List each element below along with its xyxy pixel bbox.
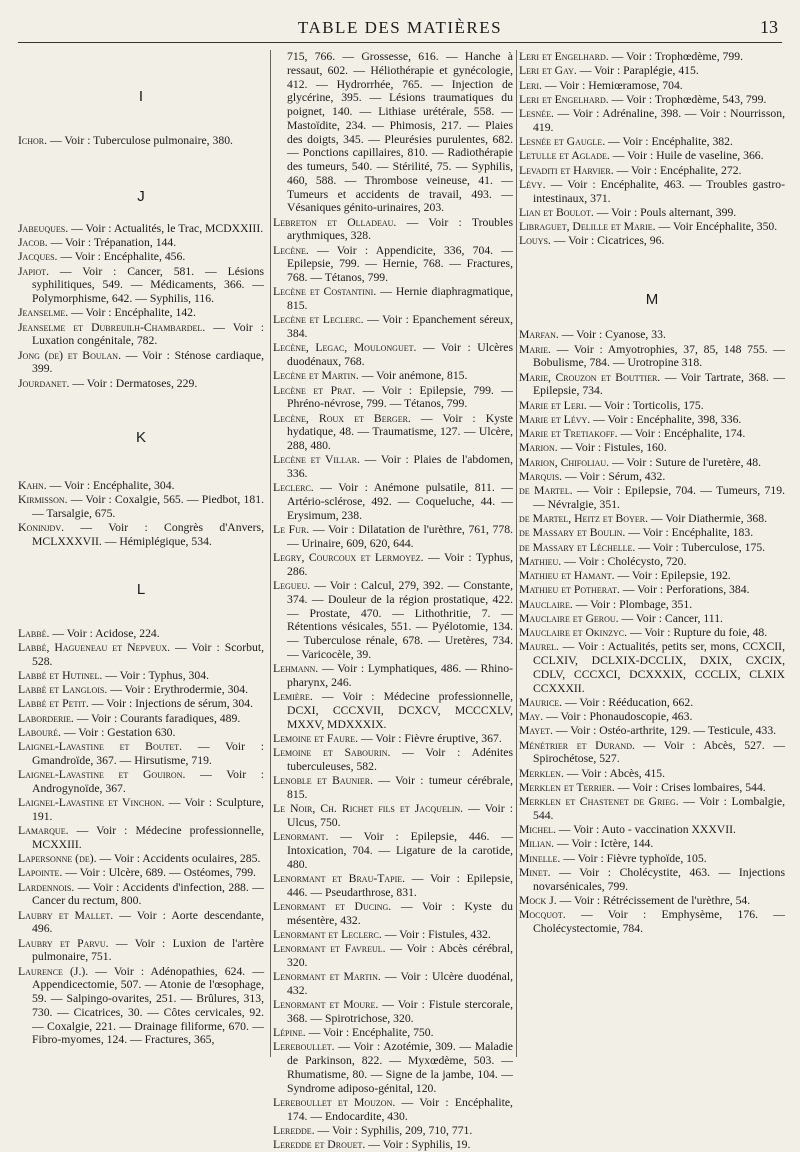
index-entry: Mayet. — Voir : Ostéo-arthrite, 129. — Testicule, 433. — [519, 724, 777, 738]
index-entry: Lecène et Martin. — Voir anémone, 815. — [273, 369, 468, 383]
index-entry: Jeanselme. — Voir : Encéphalite, 142. — [18, 306, 196, 320]
index-entry: Leri et Engelhard. — Voir : Trophœdème, 543, 799. — [519, 92, 767, 106]
index-column-1 — [18, 50, 264, 1057]
index-entry: Minelle. — Voir : Fièvre typhoïde, 105. — [519, 851, 707, 865]
index-entry: Labouré. — Voir : Gestation 630. — [18, 725, 176, 739]
index-entry: Labbé et Hutinel. — Voir : Typhus, 304. — [18, 668, 210, 682]
section-l-final-entries — [519, 50, 785, 248]
index-entry: Mathieu. — Voir : Cholécysto, 720. — [519, 554, 687, 568]
index-entry: Marion, Chifoliau. — Voir : Suture de l'uretère, 48. — [519, 455, 762, 469]
index-entry: Koninjdv. — Voir : Congrès d'Anvers, MCLXXXVII. — Hémiplégique, 534. — [18, 520, 264, 548]
index-entry: Laurence (J.). — Voir : Adénopathies, 624. — Appendicectomie, 507. — Atonie de l'œsophage, 59. — Salpingo-ovarites, 251. — Brûlures, 313, 730. — Cicatrices, 30. — Côtes cervicales, 92. — Coxalgie, 221. — Drainage filiforme, 670. — Fibro-myomes, 124. — Fractures, 365, — [18, 964, 265, 1047]
index-entry: Leri et Engelhard. — Voir : Trophœdème, 799. — [519, 50, 744, 63]
index-entry: Jacob. — Voir : Trépanation, 144. — [18, 236, 177, 249]
index-entry: Michel. — Voir : Auto - vaccination XXXVII. — [519, 823, 736, 836]
index-entry: Lecène. — Voir : Appendicite, 336, 704. — Epilepsie, 799. — Hernie, 768. — Fractures, 768. — Tétanos, 799. — [273, 243, 513, 284]
index-entry: Lemoine et Sabourin. — Voir : Adénites tuberculeuses, 582. — [273, 746, 513, 773]
section-letter-i: I — [138, 88, 144, 105]
index-entry: Marquis. — Voir : Sérum, 432. — [519, 469, 666, 483]
index-entry: Le Noir, Ch. Richet fils et Jacquelin. — Voir : Ulcus, 750. — [273, 802, 513, 829]
index-entry: Maurice. — Voir : Rééducation, 662. — [519, 695, 694, 709]
index-entry: Lesnée. — Voir : Adrénaline, 398. — Voir : Nourrisson, 419. — [519, 107, 785, 134]
index-entry: Leredde. — Voir : Syphilis, 209, 710, 771. — [273, 1123, 473, 1137]
index-entry: Lecène et Costantini. — Hernie diaphragmatique, 815. — [273, 285, 513, 312]
index-entry: Lenormant. — Voir : Epilepsie, 446. — Intoxication, 704. — Ligature de la carotide, 480. — [273, 830, 513, 871]
index-entry: Lenormant et Ducing. — Voir : Kyste du mésentère, 432. — [273, 899, 513, 927]
index-entry: Lecène et Leclerc. — Voir : Epanchement séreux, 384. — [273, 313, 513, 340]
index-entry: Marie, Crouzon et Bouttier. — Voir Tartrate, 368. — Epilepsie, 734. — [519, 370, 786, 398]
index-entry: Lenormant et Martin. — Voir : Ulcère duodénal, 432. — [273, 970, 513, 997]
index-entry: Lian et Boulot. — Voir : Pouls alternant, 399. — [519, 205, 737, 219]
index-entry: Jeanselme et Dubreuilh-Chambardel. — Voir : Luxation congénitale, 782. — [18, 320, 264, 348]
index-entry: de Massary et Léchelle. — Voir : Tuberculose, 175. — [519, 540, 766, 554]
section-j-entries — [18, 222, 264, 391]
index-entry: 715, 766. — Grossesse, 616. — Hanche à ressaut, 602. — Héliothérapie et gynécologie, 412. — Hydrorrhée, 765. — Injection de glycérine, 395. — Lésions traumatiques du poignet, 140. — Lithiase urétérale, 558. — Mastoïdite, 234. — Phimosis, 217. — Plaies des doigts, 345. — Pleurésies purulentes, 682. — Ponctions capillaires, 810. — Radiothérapie des tumeurs, 540. — Stérilité, 75. — Syphilis, 460, 588. — Thrombose veineuse, 41. — Tumeurs et accidents de travail, 493. — Vésaniques génito-urinaires, 203. — [287, 50, 513, 215]
index-entry: Lenoble et Baunier. — Voir : tumeur cérébrale, 815. — [273, 774, 513, 801]
index-entry: Laignel-Lavastine et Boutet. — Voir : Gmandroïde, 367. — Hirsutisme, 719. — [18, 740, 264, 767]
index-entry: Lenormant et Leclerc. — Voir : Fistules, 432. — [273, 927, 491, 941]
index-entry: Letulle et Aglade. — Voir : Huile de vaseline, 366. — [519, 149, 764, 163]
index-entry: Ichor. — Voir : Tuberculose pulmonaire, 380. — [18, 133, 233, 147]
index-entry: Mock J. — Voir : Rétrécissement de l'urèthre, 54. — [519, 893, 751, 907]
index-entry: Marie et Tretiakoff. — Voir : Encéphalite, 174. — [519, 427, 746, 440]
index-entry: Levaditi et Harvier. — Voir : Encéphalite, 272. — [519, 163, 742, 177]
index-entry: Merklen et Chastenet de Grieg. — Voir : Lombalgie, 544. — [519, 795, 785, 822]
index-entry: Mathieu et Potherat. — Voir : Perforations, 384. — [519, 583, 750, 597]
index-entry: Lecène et Prat. — Voir : Epilepsie, 799. — Phréno-névrose, 799. — Tétanos, 799. — [273, 383, 513, 411]
index-entry: Lemoine et Faure. — Voir : Fièvre éruptive, 367. — [273, 731, 502, 745]
index-entry: Mauclaire. — Voir : Plombage, 351. — [519, 597, 693, 611]
section-m-entries — [519, 328, 785, 935]
index-entry: Legry, Courcoux et Lermoyez. — Voir : Typhus, 286. — [273, 551, 513, 578]
index-entry: Lapointe. — Voir : Ulcère, 689. — Ostéomes, 799. — [18, 866, 256, 880]
index-entry: Minet. — Voir : Cholécystite, 463. — Injections novarsénicales, 799. — [519, 865, 785, 893]
index-entry: Labbé et Petit. — Voir : Injections de sérum, 304. — [18, 697, 253, 711]
index-entry: Leri. — Voir : Hemiœramose, 704. — [519, 78, 683, 92]
index-entry: Leri et Gay. — Voir : Paraplégie, 415. — [519, 64, 699, 78]
index-entry: Libraguet, Delille et Marie. — Voir Encéphalite, 350. — [519, 220, 778, 233]
index-entry: Merklen. — Voir : Abcès, 415. — [519, 766, 666, 780]
index-column-2 — [270, 50, 517, 1151]
index-entry: Lamarque. — Voir : Médecine professionnelle, MCXXIII. — [18, 824, 264, 851]
section-k-entries — [18, 479, 264, 549]
index-entry: Jong (de) et Boulan. — Voir : Sténose cardiaque, 399. — [18, 348, 264, 376]
index-entry: de Massary et Boulin. — Voir : Encéphalite, 183. — [519, 526, 754, 540]
index-entry: May. — Voir : Phonaudoscopie, 463. — [519, 710, 693, 723]
page-number: 13 — [760, 17, 778, 37]
index-entry: Laignel-Lavastine et Gouiron. — Voir : Androgynoïde, 367. — [18, 768, 265, 795]
index-entry: Jabeuques. — Voir : Actualités, le Trac, MCDXXIII. — [18, 221, 264, 235]
index-entry: Lecène, Legac, Moulonguet. — Voir : Ulcères duodénaux, 768. — [273, 341, 513, 368]
index-entry: Lereboullet. — Voir : Azotémie, 309. — Maladie de Parkinson, 822. — Myxœdème, 503. — Rhumatisme, 80. — Signe de la jambe, 104. — Syndrome adiposo-génital, 120. — [273, 1040, 513, 1095]
index-entry: Marion. — Voir : Fistules, 160. — [519, 441, 667, 455]
index-entry: Lemière. — Voir : Médecine professionnelle, DCXI, CCCXVII, DCXCV, MCCCXLV, MXXV, MDXXXIX. — [273, 690, 513, 731]
index-entry: Laubry et Parvu. — Voir : Luxion de l'artère pulmonaire, 751. — [18, 936, 264, 964]
index-entry: Laborderie. — Voir : Courants faradiques, 489. — [18, 711, 241, 725]
index-column-3 — [519, 50, 785, 1057]
index-entry: Legueu. — Voir : Calcul, 279, 392. — Constante, 374. — Douleur de la région prostatique, 422. — Prostate, 470. — Lithothritie, 7. — Rétentions vésicales, 551. — Pyélotomie, 134. — Tuberculose rénale, 678. — Uretères, 734. — Varicocèle, 39. — [273, 579, 513, 661]
index-entry: Mocquot. — Voir : Emphysème, 176. — Cholécystectomie, 784. — [519, 908, 785, 935]
index-entry: Labbé et Langlois. — Voir : Erythrodermie, 304. — [18, 683, 249, 696]
section-letter-j: J — [137, 188, 145, 205]
index-entry: Lévy. — Voir : Encéphalite, 463. — Troubles gastro-intestinaux, 371. — [519, 177, 785, 205]
index-entry: Milian. — Voir : Ictère, 144. — [519, 837, 654, 851]
index-entry: Louys. — Voir : Cicatrices, 96. — [519, 234, 665, 248]
index-entry: Jacques. — Voir : Encéphalite, 456. — [18, 250, 186, 264]
index-entry: de Martel, Heitz et Boyer. — Voir Diathermie, 368. — [519, 512, 768, 525]
index-entry: Ménétrier et Durand. — Voir : Abcès, 527. — Spirochétose, 527. — [519, 738, 786, 766]
index-entry: Lenormant et Moure. — Voir : Fistule stercorale, 368. — Spirotrichose, 320. — [273, 998, 513, 1025]
index-entry: Labbé, Hagueneau et Nepveux. — Voir : Scorbut, 528. — [18, 640, 264, 668]
page-title: TABLE DES MATIÈRES — [297, 18, 503, 37]
index-entry: Lecène, Roux et Berger. — Voir : Kyste hydatique, 48. — Traumatisme, 127. — Ulcère, 288, 480. — [273, 411, 513, 452]
index-entry: Mauclaire et Gerou. — Voir : Cancer, 111. — [519, 611, 723, 625]
index-entry: Lenormant et Favreul. — Voir : Abcès cérébral, 320. — [273, 942, 514, 969]
index-entry: Lebreton et Olladeau. — Voir : Troubles arythmiques, 328. — [273, 215, 513, 243]
index-entry: Le Fur. — Voir : Dilatation de l'urèthre, 761, 778. — Urinaire, 609, 620, 644. — [273, 523, 513, 550]
index-entry: Maurel. — Voir : Actualités, petits ser, mons, CCXCII, CCLXIV, DCLXIX-DCCLIX, DXIX, CXCIX, CDLV, CCCXCI, DCXXXIX, CCCLIX, CLXIX CCXXXII. — [519, 640, 785, 695]
page-header — [18, 16, 782, 43]
index-entry: Japiot. — Voir : Cancer, 581. — Lésions syphilitiques, 549. — Médicaments, 366. — Polymorphisme, 642. — Syphilis, 116. — [18, 264, 264, 305]
index-entry: Merklen et Terrier. — Voir : Crises lombaires, 544. — [519, 780, 766, 794]
index-entry: Lereboullet et Mouzon. — Voir : Encéphalite, 174. — Endocardite, 430. — [273, 1095, 513, 1123]
section-letter-m: M — [645, 290, 659, 308]
index-entry: Kahn. — Voir : Encéphalite, 304. — [18, 478, 175, 492]
section-letter-k: K — [135, 428, 146, 446]
index-entry: Lesnée et Gaugle. — Voir : Encéphalite, 382. — [519, 135, 733, 148]
index-entry: Marie et Leri. — Voir : Torticolis, 175. — [519, 398, 704, 412]
section-l-entries — [18, 627, 264, 1048]
section-i-entries — [18, 134, 264, 148]
index-entry: Lenormant et Brau-Tapie. — Voir : Epilepsie, 446. — Pseudarthrose, 831. — [273, 871, 513, 899]
index-entry: Leredde et Drouet. — Voir : Syphilis, 19. — [273, 1138, 471, 1151]
index-entry: Laignel-Lavastine et Vinchon. — Voir : Sculpture, 191. — [18, 796, 264, 823]
section-letter-l: L — [136, 580, 146, 598]
index-entry: Marie et Lévy. — Voir : Encéphalite, 398, 336. — [519, 412, 742, 426]
index-entry: Lapersonne (de). — Voir : Accidents oculaires, 285. — [18, 852, 261, 865]
index-entry: Marfan. — Voir : Cyanose, 33. — [519, 328, 666, 342]
index-entry: Jourdanet. — Voir : Dermatoses, 229. — [18, 376, 198, 390]
index-entry: Leclerc. — Voir : Anémone pulsatile, 811. — Artério-sclérose, 492. — Coqueluche, 44. — Erysimum, 238. — [273, 481, 513, 522]
index-entry: Kirmisson. — Voir : Coxalgie, 565. — Piedbot, 181. — Tarsalgie, 675. — [18, 492, 264, 520]
index-entry: Lecène et Villar. — Voir : Plaies de l'abdomen, 336. — [273, 453, 514, 480]
index-entry: Mauclaire et Okinzyc. — Voir : Rupture du foie, 48. — [519, 626, 768, 639]
index-entry: de Martel. — Voir : Epilepsie, 704. — Tumeurs, 719. — Névralgie, 351. — [519, 484, 785, 511]
section-l-continued-entries — [273, 50, 513, 1152]
index-entry: Mathieu et Hamant. — Voir : Epilepsie, 192. — [519, 569, 731, 582]
index-entry: Lehmann. — Voir : Lymphatiques, 486. — Rhino-pharynx, 246. — [273, 662, 513, 689]
index-entry: Lépine. — Voir : Encéphalite, 750. — [273, 1026, 434, 1039]
index-entry: Labbé. — Voir : Acidose, 224. — [18, 626, 160, 640]
index-entry: Lardennois. — Voir : Accidents d'infection, 288. — Cancer du rectum, 800. — [18, 880, 264, 908]
index-entry: Marie. — Voir : Amyotrophies, 37, 85, 148 755. — Bobulisme, 784. — Urotropine 318. — [519, 342, 785, 370]
index-entry: Laubry et Mallet. — Voir : Aorte descendante, 496. — [18, 908, 264, 936]
